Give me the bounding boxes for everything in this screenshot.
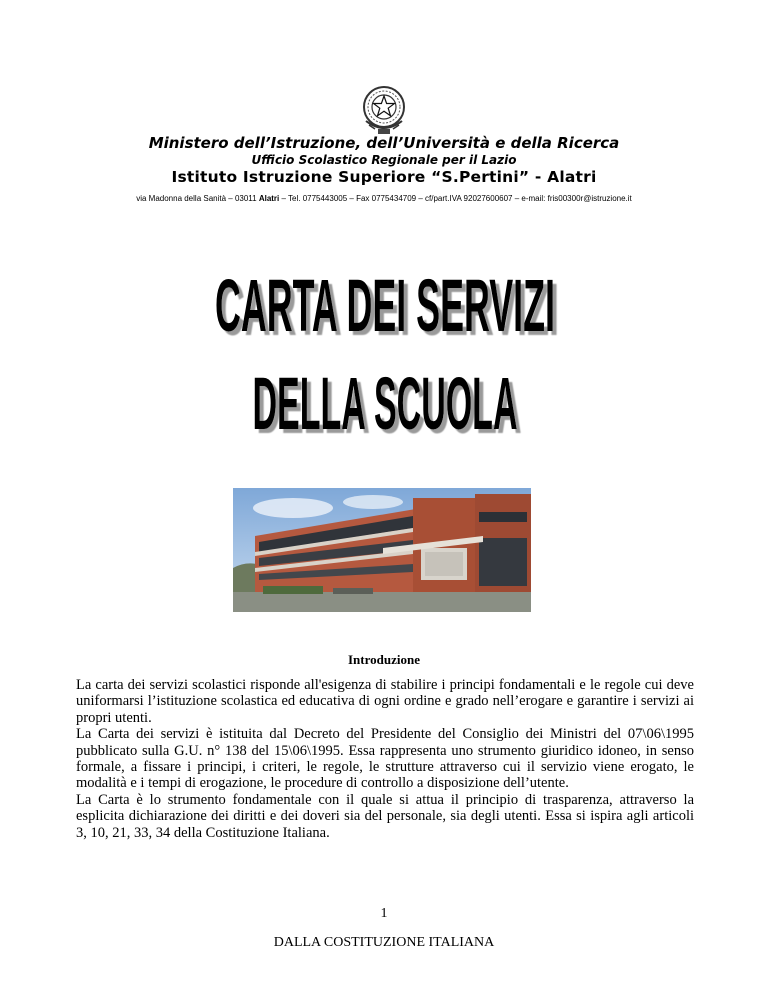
address-part-1: via Madonna della Sanità – 03011 [136,194,259,203]
intro-paragraph: La Carta è lo strumento fondamentale con il quale si attua il principio di trasparenza, attraverso la esplicita dichiarazione dei diritti e dei doveri sia del personale, sia degli utenti. Essa si ispira agli articoli 3, 10, 21, 33, 34 della Costituzione Italiana. [76,791,694,841]
institute-address [0,194,768,203]
institute-title: Istituto Istruzione Superiore “S.Pertini” - Alatri [171,168,597,186]
page-number: 1 [380,906,388,921]
regional-office-title: Ufficio Scolastico Regionale per il Lazio [251,153,517,167]
wordart-line-1: CARTA DEI SERVIZI [215,264,555,347]
italian-republic-emblem-icon [359,81,409,137]
address-city: Alatri [258,194,280,203]
wordart-line-2: DELLA SCUOLA [252,362,518,445]
next-section-title: DALLA COSTITUZIONE ITALIANA [273,935,495,950]
ministry-title: Ministero dell’Istruzione, dell’Università e della Ricerca [148,134,620,152]
school-building-photo-icon [233,488,531,612]
introduction-text [76,677,694,841]
wordart-title [205,243,565,453]
address-part-2: – Tel. 0775443005 – Fax 0775434709 – cf/part.IVA 92027600607 – e-mail: fris00300r@istruzione.it [279,194,632,203]
section-heading: Introduzione [348,652,420,667]
intro-paragraph: La Carta dei servizi è istituita dal Decreto del Presidente del Consiglio dei Ministri del 07\06\1995 pubblicato sulla G.U. n° 138 del 15\06\1995. Essa rappresenta uno strumento giuridico idoneo, in senso formale, a fissare i principi, i criteri, le regole, le strutture attraverso cui il servizio viene erogato, le modalità e i tempi di erogazione, le procedure di controllo a disposizione dell’utente. [76,726,694,792]
intro-paragraph: La carta dei servizi scolastici risponde all'esigenza di stabilire i principi fondamentali e le regole cui deve uniformarsi l’istituzione scolastica ed educativa di ogni ordine e grado nell’erogare e garantire i servizi ai propri utenti. [76,677,694,726]
